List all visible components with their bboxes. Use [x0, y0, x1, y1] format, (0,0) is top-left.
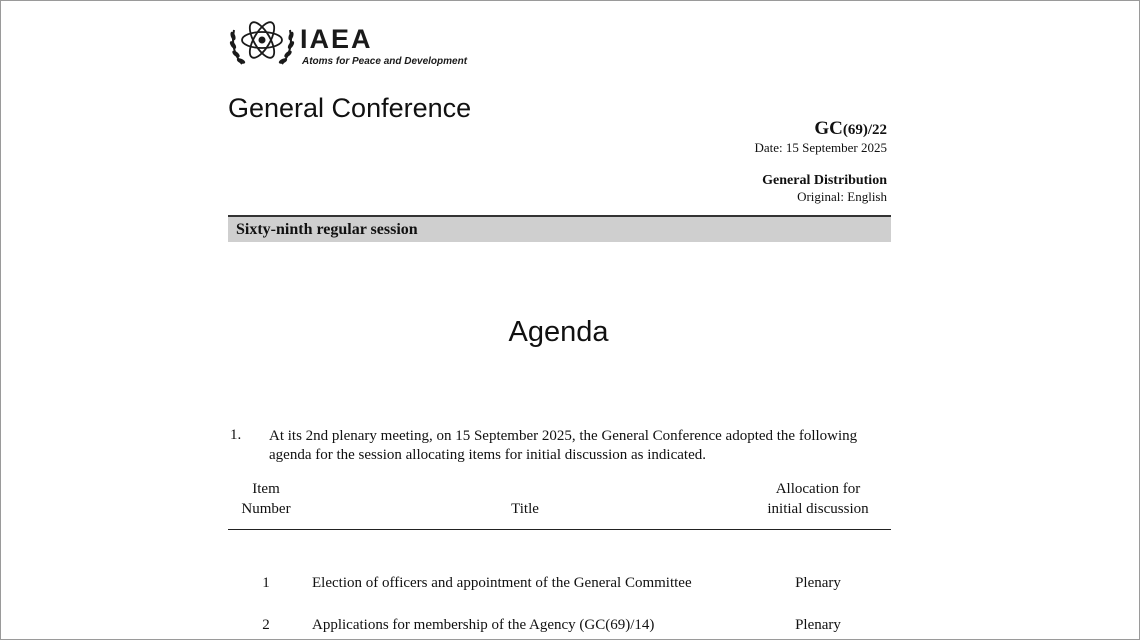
header-alloc-line2: initial discussion: [767, 501, 869, 517]
table-header-rule: [228, 529, 891, 530]
row-title: Applications for membership of the Agency (GC(69)/14): [312, 617, 655, 633]
document-symbol-prefix: GC: [814, 118, 843, 139]
iaea-emblem-icon: [228, 12, 296, 70]
row-allocation: Plenary: [795, 617, 841, 633]
session-bar: [228, 215, 891, 242]
header-item-line2: Number: [241, 501, 291, 517]
header-item-line1: Item: [252, 481, 280, 497]
document-symbol-session: (69): [842, 122, 868, 138]
session-title: Sixty-ninth regular session: [236, 221, 418, 238]
row-number: 1: [262, 575, 270, 591]
original-language: Original: English: [797, 189, 887, 204]
row-title: Election of officers and appointment of the General Committee: [312, 575, 692, 591]
header-allocation: [748, 479, 888, 519]
row-number: 2: [262, 617, 270, 633]
table-row: [0, 617, 1140, 639]
distribution-label: General Distribution: [762, 173, 887, 188]
iaea-logo: [228, 12, 488, 70]
document-symbol-number: /22: [867, 122, 887, 138]
header-item-number: [226, 479, 306, 519]
logo-wordmark: IAEA: [300, 24, 373, 54]
header-alloc-line1: Allocation for: [775, 481, 861, 497]
header-title: Title: [511, 501, 539, 517]
document-symbol: [814, 118, 887, 140]
paragraph-text: At its 2nd plenary meeting, on 15 September 2025, the General Conference adopted the following agenda for the session allocating items for initial discussion as indicated.: [269, 428, 858, 463]
agenda-heading: Agenda: [508, 316, 609, 348]
document-date: Date: 15 September 2025: [754, 140, 887, 155]
conference-title: General Conference: [228, 93, 472, 123]
logo-tagline: Atoms for Peace and Development: [302, 56, 468, 67]
table-row: [0, 575, 1140, 597]
row-allocation: Plenary: [795, 575, 841, 591]
paragraph-number: 1.: [230, 427, 242, 443]
